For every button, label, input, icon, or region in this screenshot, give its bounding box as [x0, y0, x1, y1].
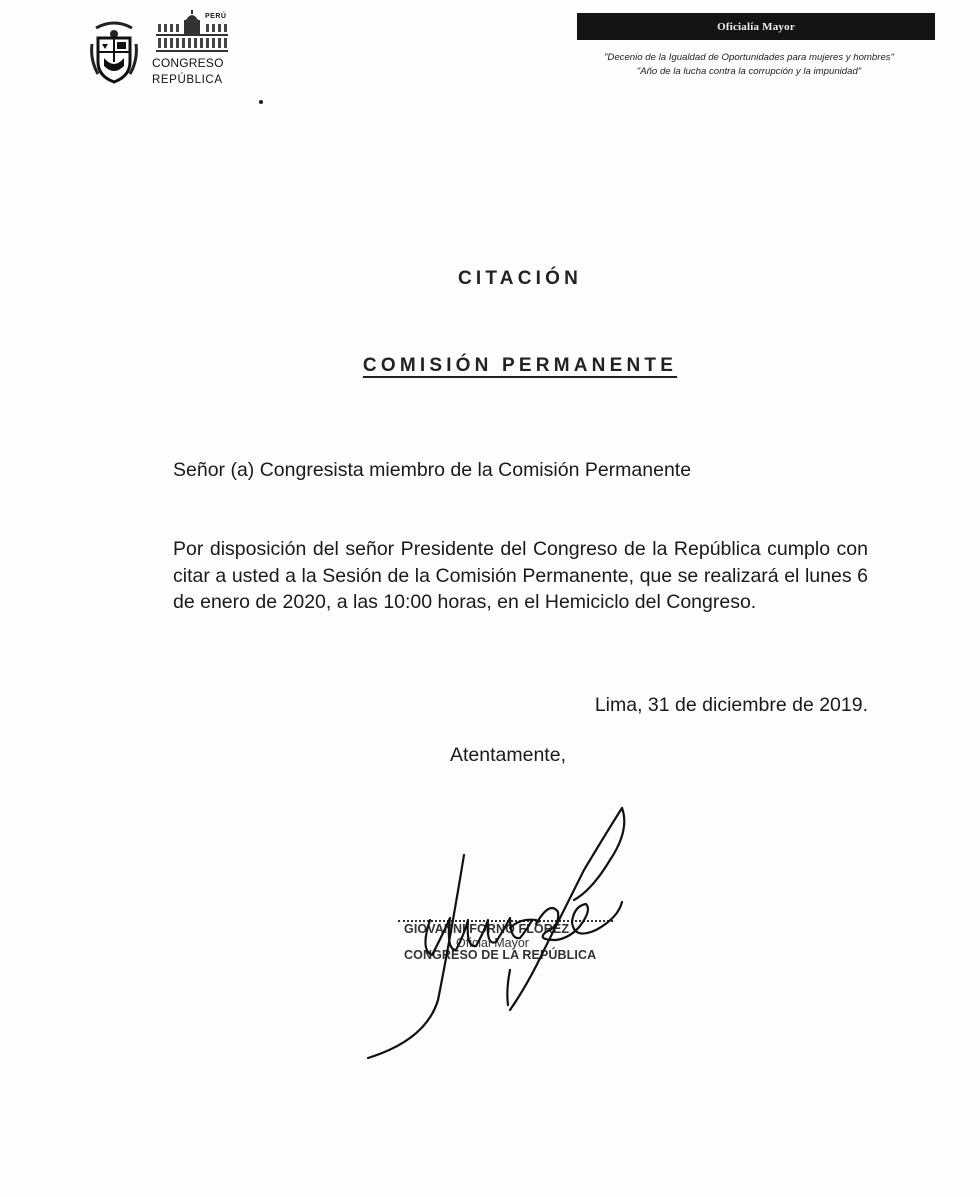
- document-subtitle: COMISIÓN PERMANENTE: [362, 355, 678, 376]
- document-title: CITACIÓN: [457, 268, 583, 289]
- coat-of-arms-icon: [88, 14, 140, 86]
- salutation: Señor (a) Congresista miembro de la Comisión Permanente: [173, 459, 692, 481]
- decenio-text: [560, 51, 938, 79]
- stray-mark: [259, 100, 263, 104]
- signatory-role: Oficial Mayor: [456, 936, 529, 950]
- logo-line-republica: REPÚBLICA: [152, 74, 223, 86]
- decenio-line-2: "Año de la lucha contra la corrupción y la impunidad": [636, 66, 862, 77]
- decenio-line-1: "Decenio de la Igualdad de Oportunidades para mujeres y hombres": [603, 52, 894, 63]
- body-paragraph: Por disposición del señor Presidente del Congreso de la República cumplo con citar a usted a la Sesión de la Comisión Permanente, que se realizará el lunes 6 de enero de 2020, a las 10:00 horas, en el Hemiciclo del Congreso.: [173, 538, 868, 613]
- closing: Atentamente,: [450, 744, 566, 766]
- signatory-organization: CONGRESO DE LA REPÚBLICA: [404, 948, 597, 962]
- logo-line-congreso: CONGRESO: [152, 56, 224, 70]
- office-bar: Oficialía Mayor: [577, 13, 935, 40]
- signatory-name: GIOVANNI FORNO FLÓREZ: [404, 922, 570, 936]
- logo-top-label: PERÚ: [205, 13, 227, 20]
- handwritten-signature: [360, 800, 640, 1060]
- date-line: Lima, 31 de diciembre de 2019.: [594, 694, 868, 716]
